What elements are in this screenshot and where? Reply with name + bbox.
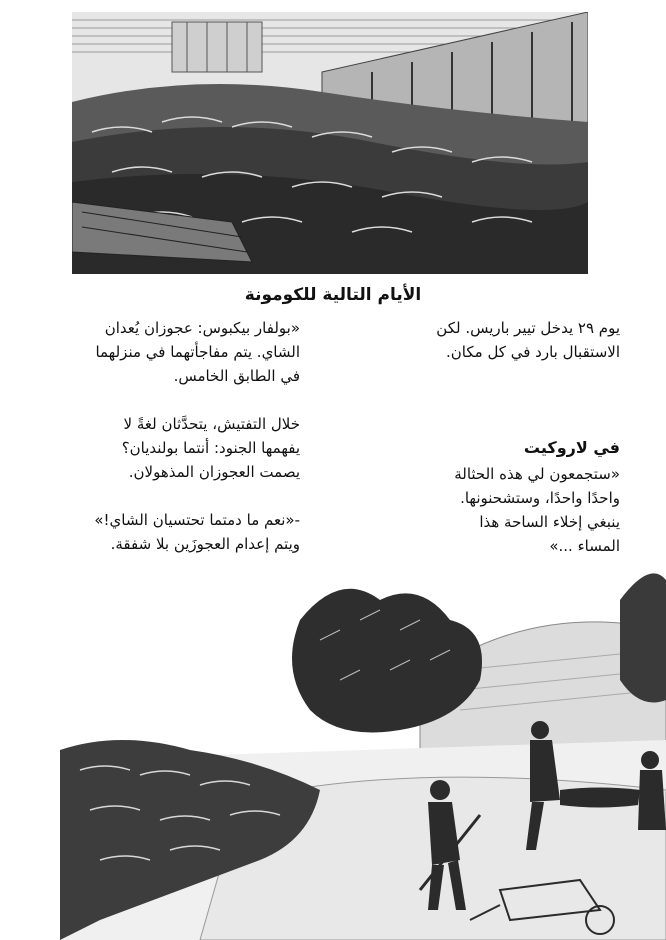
laroquette-section xyxy=(410,436,620,558)
paragraph-execution: -«نعم ما دمتما تحتسيان الشاي!» ويتم إعدام العجوزَين بلا شفقة. xyxy=(94,511,300,553)
laroquette-heading: في لاروكيت xyxy=(523,438,620,457)
engraving-burial-scene xyxy=(60,560,666,940)
laroquette-quote: «ستجمعون لي هذه الحثالة واحدًا واحدًا، وستشحنونها. ينبغي إخلاء الساحة هذا المساء ...» xyxy=(454,465,620,555)
engraving-bodies-in-street xyxy=(72,12,588,274)
page-title: الأيام التالية للكومونة xyxy=(244,285,422,305)
left-column xyxy=(60,316,300,556)
paragraph-picpus: «بولفار بيكبوس: عجوزان يُعدان الشاي. يتم مفاجأتهما في منزلهما في الطابق الخامس. xyxy=(95,319,300,385)
paragraph-thiers-enters: يوم ٢٩ يدخل تيير باريس. لكن الاستقبال بارد في كل مكان. xyxy=(436,319,620,361)
right-column xyxy=(385,316,620,364)
paragraph-inspection: خلال التفتيش، يتحدَّثان لغةً لا يفهمها الجنود: أنتما بولنديان؟ يصمت العجوزان المذهولان. xyxy=(121,415,300,481)
